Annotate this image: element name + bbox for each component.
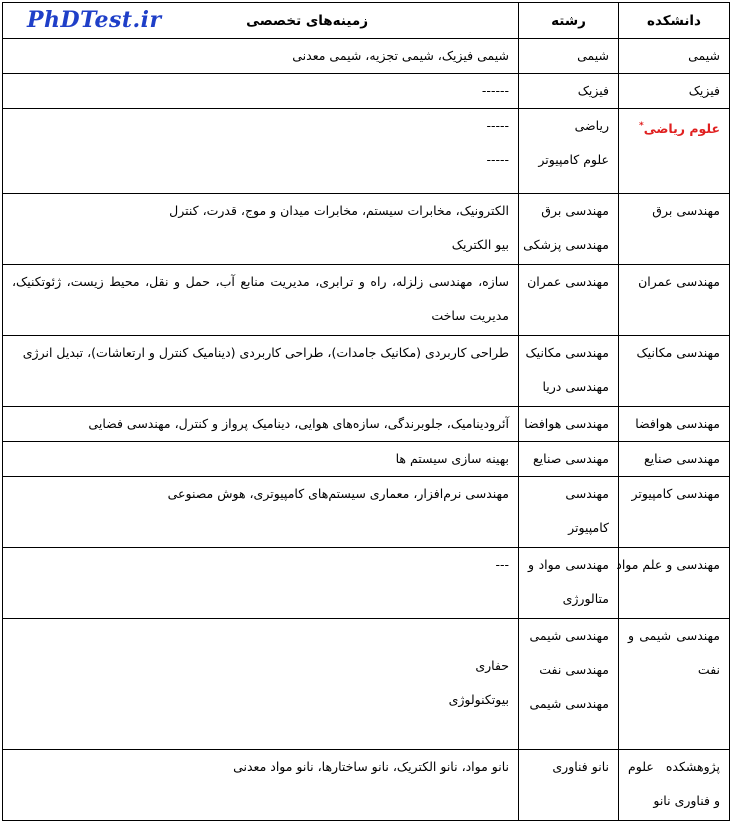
major-cell: مهندسی مکانیک — [525, 345, 609, 360]
header-specialization: زمینه‌های تخصصی — [3, 3, 519, 39]
footnote-mark: * — [638, 121, 644, 131]
table-row — [3, 750, 730, 821]
table-row — [3, 336, 730, 407]
major-cell: مهندسی کامپیوتر — [565, 486, 609, 535]
major-cell: مهندسی نفت — [539, 662, 609, 677]
table-row — [3, 407, 730, 442]
table-row — [3, 109, 730, 194]
table-row — [3, 548, 730, 619]
major-cell: علوم کامپیوتر — [538, 152, 609, 167]
specialization-cell: حفاری — [475, 658, 509, 673]
major-cell: مهندسی دریا — [542, 379, 609, 394]
major-cell: مهندسی هوافضا — [524, 416, 609, 431]
table-row — [3, 619, 730, 750]
specialization-cell: سازه، مهندسی زلزله، راه و ترابری، مدیریت منابع آب، حمل و نقل، محیط زیست، ژئوتکنیک، مدیریت ساخت — [12, 274, 509, 323]
faculty-cell: مهندسی هوافضا — [635, 416, 720, 431]
faculty-cell-highlighted: علوم ریاضی* — [638, 121, 720, 137]
faculty-cell: مهندسی شیمی و نفت — [628, 628, 720, 677]
major-cell: شیمی — [577, 48, 609, 63]
table-row — [3, 265, 730, 336]
header-faculty: دانشکده — [619, 3, 730, 39]
specialization-cell: --- — [495, 557, 509, 572]
faculty-cell: مهندسی مکانیک — [636, 345, 720, 360]
specialization-cell: آئرودینامیک، جلوبرندگی، سازه‌های هوایی، دینامیک پرواز و کنترل، مهندسی فضایی — [88, 416, 509, 431]
major-cell: مهندسی عمران — [527, 274, 609, 289]
specialization-cell: ------ — [481, 83, 509, 98]
specialization-cell: مهندسی نرم‌افزار، معماری سیستم‌های کامپیوتری، هوش مصنوعی — [167, 486, 509, 501]
specialization-table — [2, 2, 730, 821]
major-cell: مهندسی پزشکی — [523, 237, 609, 252]
major-cell: مهندسی صنایع — [533, 451, 609, 466]
major-cell: ریاضی — [574, 118, 609, 133]
major-cell: مهندسی مواد و متالورژی — [528, 557, 609, 606]
table-row — [3, 477, 730, 548]
faculty-cell: مهندسی و علم مواد — [616, 557, 720, 572]
site-logo: PhDTest.ir — [27, 7, 162, 33]
faculty-cell: مهندسی برق — [652, 203, 720, 218]
major-cell: مهندسی شیمی — [529, 628, 609, 643]
specialization-cell: نانو مواد، نانو الکتریک، نانو ساختارها، نانو مواد معدنی — [233, 759, 509, 774]
specialization-cell: بیو الکتریک — [451, 237, 509, 252]
faculty-cell: مهندسی کامپیوتر — [631, 486, 720, 501]
faculty-cell: مهندسی صنایع — [644, 451, 720, 466]
specialization-cell: ----- — [486, 118, 509, 133]
major-cell: فیزیک — [577, 83, 609, 98]
table-row — [3, 74, 730, 109]
specialization-cell: الکترونیک، مخابرات سیستم، مخابرات میدان و موج، قدرت، کنترل — [169, 203, 509, 218]
faculty-cell: پژوهشکده علوم و فناوری نانو — [628, 759, 720, 808]
table-row — [3, 39, 730, 74]
major-cell: نانو فناوری — [552, 759, 609, 774]
header-major: رشته — [519, 3, 619, 39]
major-cell: مهندسی شیمی — [529, 696, 609, 711]
specialization-cell: طراحی کاربردی (مکانیک جامدات)، طراحی کاربردی (دینامیک کنترل و ارتعاشات)، تبدیل انرژی — [22, 345, 509, 360]
major-cell: مهندسی برق — [541, 203, 609, 218]
faculty-cell: مهندسی عمران — [638, 274, 720, 289]
table-row — [3, 194, 730, 265]
specialization-cell: شیمی فیزیک، شیمی تجزیه، شیمی معدنی — [292, 48, 509, 63]
specialization-cell: بهینه سازی سیستم ها — [395, 451, 509, 466]
specialization-cell: بیوتکنولوژی — [448, 692, 509, 707]
table-row — [3, 442, 730, 477]
specialization-cell: ----- — [486, 152, 509, 167]
faculty-cell: شیمی — [688, 48, 720, 63]
faculty-cell: فیزیک — [688, 83, 720, 98]
